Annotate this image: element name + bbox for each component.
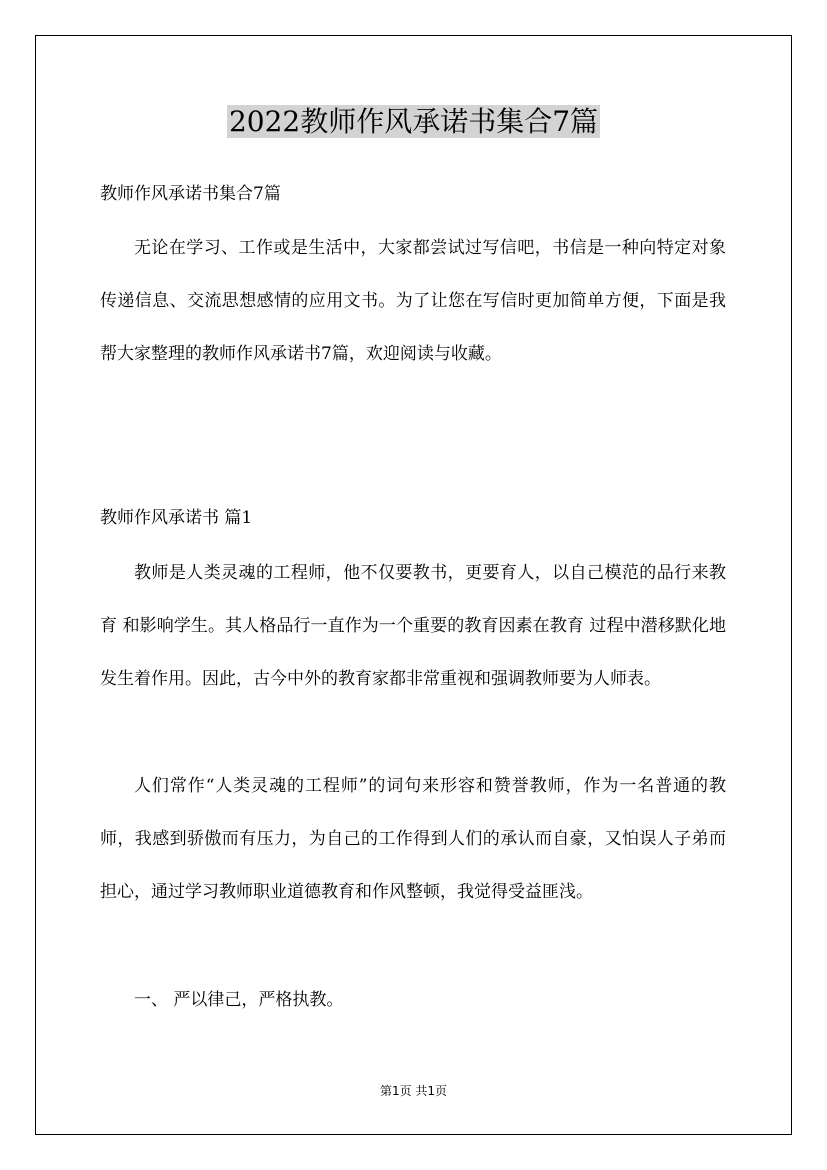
body-paragraph-1: 教师是人类灵魂的工程师，他不仅要教书，更要育人，以自己模范的品行来教育 和影响学生。其人格品行一直作为一个重要的教育因素在教育 过程中潜移默化地发生着作用。因此，古今中外的教育家都非常重视和强调教师要为人师表。 [100,563,726,689]
page-footer: 第1页 共1页 [379,1084,448,1098]
body-paragraph-2: 人们常作“人类灵魂的工程师”的词句来形容和赞誉教师，作为一名普通的教师，我感到骄傲而有压力，为自己的工作得到人们的承认而自豪，又怕误人子弟而担心，通过学习教师职业道德教育和作风整顿，我觉得受益匪浅。 [100,776,726,902]
intro-paragraph: 无论在学习、工作或是生活中，大家都尝试过写信吧，书信是一种向特定对象传递信息、交流思想感情的应用文书。为了让您在写信时更加简单方便，下面是我帮大家整理的教师作风承诺书7篇，欢迎阅读与收藏。 [100,238,726,364]
document-title-text: 2022教师作风承诺书集合7篇 [228,105,599,138]
section-heading: 教师作风承诺书 篇1 [100,508,253,528]
point-heading-1: 一、 严以律己，严格执教。 [134,990,344,1010]
document-title [0,101,827,142]
document-subtitle: 教师作风承诺书集合7篇 [100,184,281,204]
